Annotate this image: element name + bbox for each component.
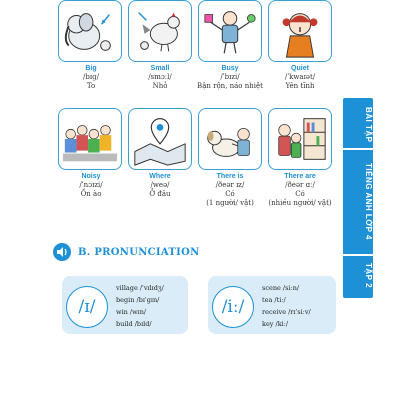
vocab-meaning: Nhỏ <box>152 82 168 90</box>
pronunciation-box-short-i <box>62 276 188 334</box>
vocab-item-quiet <box>245 64 355 91</box>
book-side-tab <box>343 98 373 298</box>
example-word: scene /siːn/ <box>262 284 300 292</box>
vocab-meaning: Bận rộn, náo nhiệt <box>197 82 263 90</box>
phoneme-symbol: /ɪ/ <box>66 286 108 328</box>
vocab-item-there-are <box>245 172 355 208</box>
pronunciation-box-long-i <box>208 276 336 334</box>
side-tab-label-exercise: BÀI TẬP <box>364 107 373 143</box>
map-location-picture <box>128 108 192 170</box>
example-word: key /kiː/ <box>262 320 289 328</box>
vocab-word: Noisy <box>81 173 101 180</box>
vocab-word: Busy <box>221 65 239 72</box>
example-word: begin /bɪˈɡɪn/ <box>116 296 160 304</box>
example-word: receive /rɪˈsiːv/ <box>262 308 311 316</box>
example-word: village /ˈvɪlɪdʒ/ <box>116 284 164 292</box>
vocab-word: There are <box>284 173 316 180</box>
side-tab-divider <box>343 254 373 256</box>
quiet-girl-picture <box>268 0 332 62</box>
vocab-ipa: /ˈnɔɪzi/ <box>79 181 103 189</box>
speaker-icon <box>52 242 72 262</box>
people-with-bookshelf-picture <box>268 108 332 170</box>
vocab-ipa: /ðeər ɪz/ <box>215 181 245 189</box>
vocab-meaning: Có <box>295 190 305 198</box>
vocab-note: (nhiều người/ vật) <box>268 199 332 207</box>
vocab-ipa: /weə/ <box>150 181 170 189</box>
elephant-picture <box>58 0 122 62</box>
vocab-label-row-2 <box>52 172 340 212</box>
vocab-word: Quiet <box>291 65 309 72</box>
pronunciation-heading <box>52 242 200 262</box>
vocab-meaning: To <box>86 82 96 90</box>
dog-picture <box>198 108 262 170</box>
vocab-meaning: Yên tĩnh <box>285 82 315 90</box>
example-word-list <box>116 282 164 330</box>
vocab-image-row-2 <box>52 108 340 172</box>
vocab-ipa: /bɪɡ/ <box>83 73 99 81</box>
busy-person-picture <box>198 0 262 62</box>
vocab-meaning: Có <box>225 190 235 198</box>
vocab-word: There is <box>216 173 244 180</box>
example-word: build /bɪld/ <box>116 320 152 328</box>
vocab-word: Big <box>85 65 97 72</box>
vocab-word: Small <box>150 65 170 72</box>
example-word: tea /tiː/ <box>262 296 286 304</box>
vocab-ipa: /smɔːl/ <box>148 73 172 81</box>
example-word-list <box>262 282 311 330</box>
hen-picture <box>128 0 192 62</box>
section-title: B. PRONUNCIATION <box>78 246 200 258</box>
vocab-ipa: /ðeər ɑː/ <box>285 181 315 189</box>
vocab-ipa: /ˈbɪzi/ <box>220 73 240 81</box>
vocab-note: (1 người/ vật) <box>206 199 254 207</box>
vocab-meaning: Ồn ào <box>80 190 102 198</box>
side-tab-label-volume: TẬP 2 <box>364 263 373 289</box>
vocab-word: Where <box>149 173 171 180</box>
vocab-label-row-1 <box>52 64 340 104</box>
vocab-ipa: /ˈkwaɪət/ <box>284 73 316 81</box>
vocabulary-grid <box>52 0 340 212</box>
noisy-crowd-picture <box>58 108 122 170</box>
phoneme-symbol: /iː/ <box>212 286 254 328</box>
vocab-image-row-1 <box>52 0 340 64</box>
example-word: win /wɪn/ <box>116 308 147 316</box>
side-tab-label-subject: TIẾNG ANH LỚP 4 <box>343 150 373 252</box>
vocab-meaning: Ở đâu <box>149 190 171 198</box>
